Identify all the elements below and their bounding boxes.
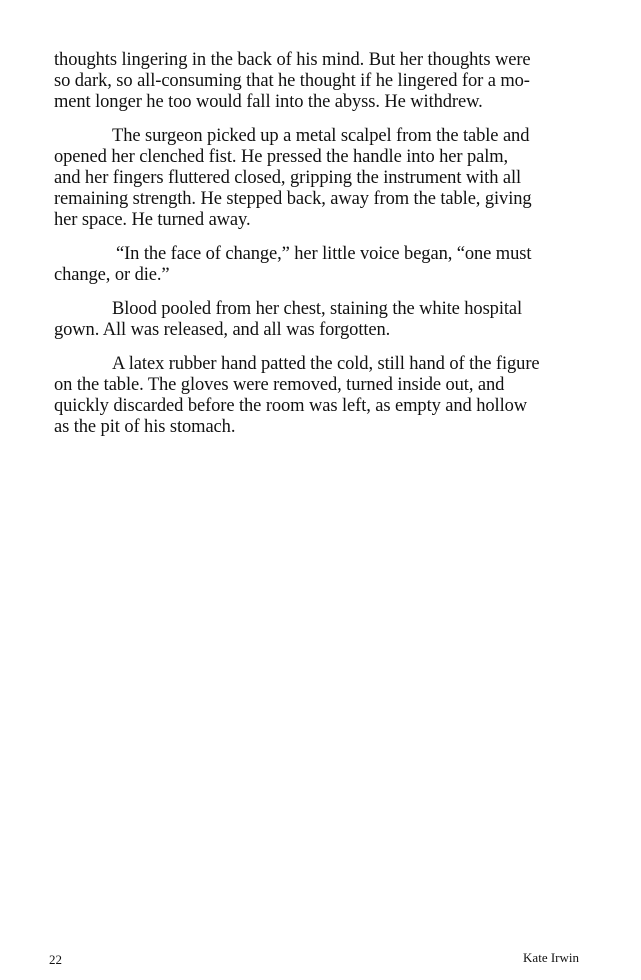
text-line: Blood pooled from her chest, staining the white hospital: [112, 299, 523, 319]
text-line: quickly discarded before the room was left, as empty and hollow: [54, 396, 528, 416]
text-line: so dark, so all-consuming that he thought if he lingered for a mo-: [54, 71, 530, 91]
paragraph-5: [54, 354, 578, 438]
text-line: “In the face of change,” her little voice began, “one must: [116, 244, 532, 264]
body-text: [54, 50, 578, 451]
text-line: gown. All was released, and all was forgotten.: [54, 320, 391, 340]
page-number: 22: [49, 952, 62, 967]
text-line: opened her clenched fist. He pressed the handle into her palm,: [54, 147, 509, 167]
text-line: on the table. The gloves were removed, turned inside out, and: [54, 375, 505, 395]
paragraph-3: [54, 244, 578, 286]
text-line: and her fingers fluttered closed, gripping the instrument with all: [54, 168, 522, 188]
text-line: remaining strength. He stepped back, away from the table, giving: [54, 189, 532, 209]
footer-author: Kate Irwin: [523, 950, 579, 965]
text-line: thoughts lingering in the back of his mind. But her thoughts were: [54, 50, 531, 70]
text-line: her space. He turned away.: [54, 210, 251, 230]
text-line: as the pit of his stomach.: [54, 417, 236, 437]
paragraph-4: [54, 299, 578, 341]
paragraph-1: [54, 50, 578, 113]
text-line: change, or die.”: [54, 265, 170, 285]
paragraph-2: [54, 126, 578, 231]
text-line: A latex rubber hand patted the cold, still hand of the figure: [112, 354, 540, 374]
text-line: The surgeon picked up a metal scalpel from the table and: [112, 126, 530, 146]
text-line: ment longer he too would fall into the abyss. He withdrew.: [54, 92, 483, 112]
